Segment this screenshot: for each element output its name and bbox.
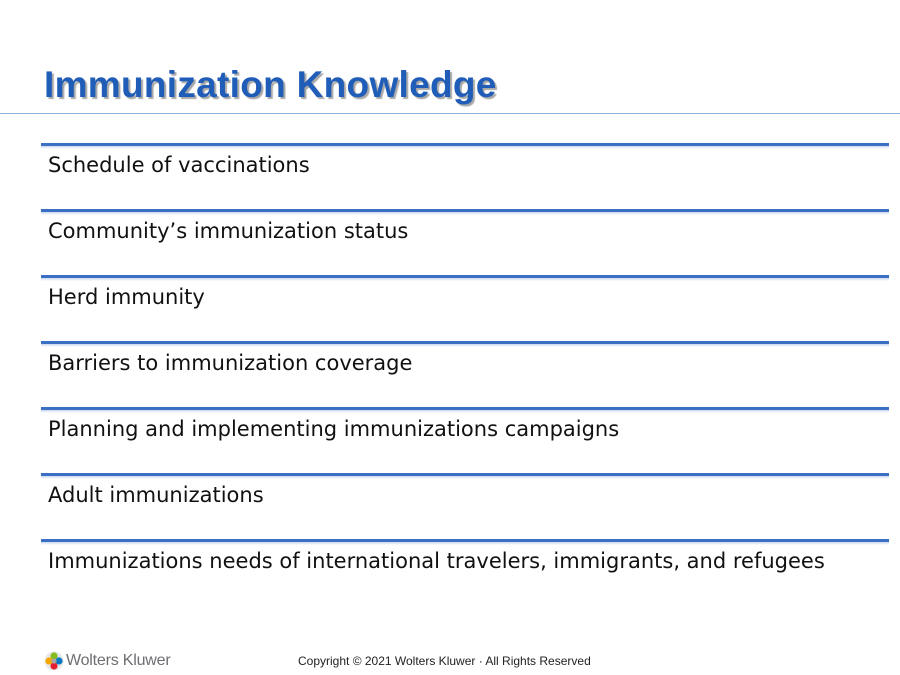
copyright-text: Copyright © 2021 Wolters Kluwer · All Rights Reserved (298, 654, 591, 668)
list-item-text: Adult immunizations (48, 483, 264, 507)
company-logo (44, 650, 171, 672)
list-item (41, 209, 889, 275)
list-item-text: Herd immunity (48, 285, 205, 309)
list-item (41, 539, 889, 619)
list-item (41, 143, 889, 209)
slide-title: Immunization Knowledge (44, 64, 497, 105)
list-item (41, 473, 889, 539)
list-item (41, 407, 889, 473)
title-divider (0, 113, 900, 114)
list-item (41, 275, 889, 341)
list-item-text: Immunizations needs of international travelers, immigrants, and refugees (48, 549, 825, 573)
list-item-text: Community’s immunization status (48, 219, 409, 243)
list-item-text: Barriers to immunization coverage (48, 351, 413, 375)
list-item (41, 341, 889, 407)
list-item-text: Schedule of vaccinations (48, 153, 310, 177)
list-item-text: Planning and implementing immunizations campaigns (48, 417, 620, 441)
wolters-kluwer-logo-icon (44, 651, 64, 671)
topic-list (41, 143, 889, 619)
logo-text: Wolters Kluwer (66, 652, 171, 669)
